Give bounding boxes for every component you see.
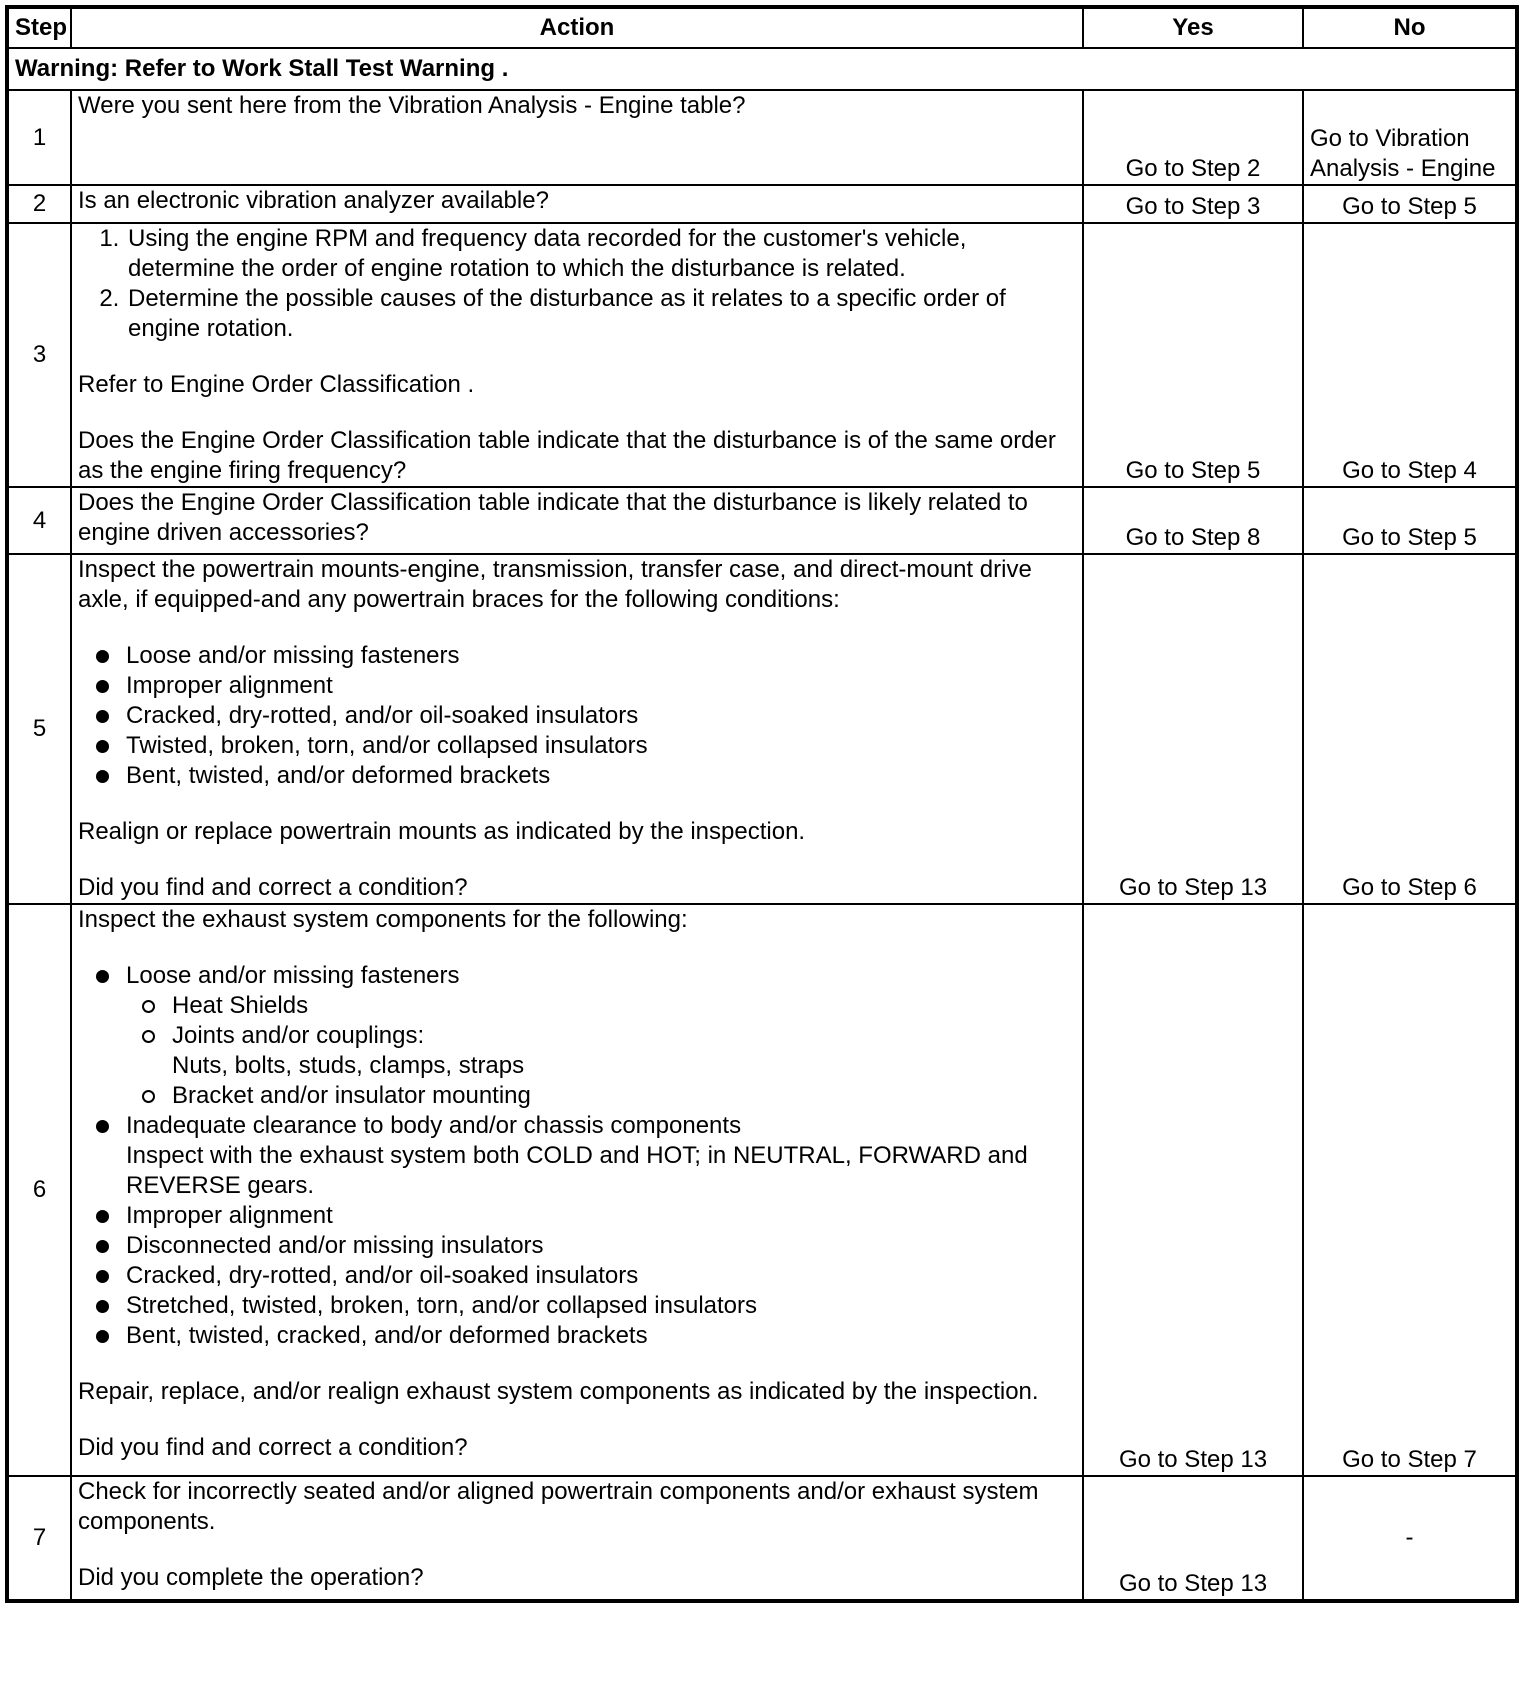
bullet-icon — [96, 740, 109, 753]
numbered-list — [78, 224, 1076, 344]
list-item — [78, 1261, 1076, 1291]
step-action — [71, 904, 1083, 1476]
list-item-text: Twisted, broken, torn, and/or collapsed insulators — [126, 732, 648, 759]
step-number: 7 — [7, 1476, 71, 1601]
list-item-text: Inadequate clearance to body and/or chassis components — [126, 1112, 742, 1139]
header-yes: Yes — [1083, 7, 1303, 48]
list-item — [78, 731, 1076, 761]
sub-list — [126, 991, 1076, 1111]
step-number: 5 — [7, 554, 71, 904]
no-result: - — [1303, 1476, 1517, 1601]
bullet-icon — [96, 1270, 109, 1283]
step-question: Did you find and correct a condition? — [78, 874, 468, 901]
list-item-text: Cracked, dry-rotted, and/or oil-soaked insulators — [126, 702, 639, 729]
sub-item-text: Joints and/or couplings: — [172, 1022, 425, 1049]
list-item-detail: Inspect with the exhaust system both COLD and HOT; in NEUTRAL, FORWARD and REVERSE gears. — [126, 1142, 1028, 1199]
step-action — [71, 554, 1083, 904]
no-result: Go to Step 6 — [1303, 554, 1517, 904]
list-item-text: Loose and/or missing fasteners — [126, 962, 460, 989]
yes-result: Go to Step 3 — [1083, 185, 1303, 223]
step-number: 4 — [7, 487, 71, 554]
table-row — [7, 223, 1517, 487]
step-question: Does the Engine Order Classification table indicate that the disturbance is likely related to engine driven accessories? — [78, 489, 1028, 546]
list-item — [78, 1291, 1076, 1321]
step-action — [71, 90, 1083, 185]
ring-bullet-icon — [142, 1030, 155, 1043]
no-result: Go to Vibration Analysis - Engine — [1303, 90, 1517, 185]
no-result: Go to Step 5 — [1303, 185, 1517, 223]
sub-list-item — [126, 1021, 1076, 1081]
step-action — [71, 185, 1083, 223]
yes-result: Go to Step 8 — [1083, 487, 1303, 554]
table-row — [7, 554, 1517, 904]
list-item-text: Stretched, twisted, broken, torn, and/or collapsed insulators — [126, 1292, 758, 1319]
list-item — [78, 961, 1076, 1111]
bullet-icon — [96, 1120, 109, 1133]
header-step: Step — [7, 7, 71, 48]
bullet-icon — [96, 650, 109, 663]
step-question: Does the Engine Order Classification table indicate that the disturbance is of the same order as the engine firing frequency? — [78, 427, 1056, 484]
yes-result: Go to Step 13 — [1083, 1476, 1303, 1601]
sub-item-text: Bracket and/or insulator mounting — [172, 1082, 531, 1109]
list-item — [78, 671, 1076, 701]
step-question: Were you sent here from the Vibration Analysis - Engine table? — [78, 92, 746, 119]
yes-result: Go to Step 13 — [1083, 904, 1303, 1476]
table-row — [7, 904, 1517, 1476]
bullet-icon — [96, 1240, 109, 1253]
step-instruction: Check for incorrectly seated and/or aligned powertrain components and/or exhaust system components. — [78, 1478, 1039, 1535]
table-row — [7, 1476, 1517, 1601]
warning-text: Warning: Refer to Work Stall Test Warning . — [7, 48, 1517, 90]
list-item — [78, 761, 1076, 791]
list-item — [78, 1201, 1076, 1231]
list-item-text: Cracked, dry-rotted, and/or oil-soaked insulators — [126, 1262, 639, 1289]
list-item — [78, 641, 1076, 671]
list-item — [78, 1111, 1076, 1201]
bullet-icon — [96, 770, 109, 783]
step-number: 6 — [7, 904, 71, 1476]
list-item-text: Disconnected and/or missing insulators — [126, 1232, 544, 1259]
bullet-icon — [96, 680, 109, 693]
sub-list-item — [126, 1081, 1076, 1111]
list-item-text: Bent, twisted, cracked, and/or deformed brackets — [126, 1322, 648, 1349]
step-instruction: Repair, replace, and/or realign exhaust system components as indicated by the inspection. — [78, 1378, 1039, 1405]
step-instruction: Realign or replace powertrain mounts as indicated by the inspection. — [78, 818, 806, 845]
step-number: 2 — [7, 185, 71, 223]
list-item — [78, 701, 1076, 731]
step-intro: Inspect the exhaust system components for the following: — [78, 906, 688, 933]
bullet-icon — [96, 1330, 109, 1343]
step-question: Did you complete the operation? — [78, 1564, 424, 1591]
bullet-icon — [96, 1210, 109, 1223]
step-intro: Inspect the powertrain mounts-engine, transmission, transfer case, and direct-mount drive axle, if equipped-and any powertrain braces for the following conditions: — [78, 556, 1032, 613]
table-header-row — [7, 7, 1517, 48]
header-no: No — [1303, 7, 1517, 48]
bullet-icon — [96, 970, 109, 983]
step-action — [71, 487, 1083, 554]
bullet-list — [78, 641, 1076, 791]
sub-item-text: Heat Shields — [172, 992, 309, 1019]
bullet-icon — [96, 710, 109, 723]
refer-text: Refer to Engine Order Classification . — [78, 371, 475, 398]
step-number: 1 — [7, 90, 71, 185]
table-row — [7, 90, 1517, 185]
no-result: Go to Step 4 — [1303, 223, 1517, 487]
step-number: 3 — [7, 223, 71, 487]
table-row — [7, 185, 1517, 223]
step-question: Is an electronic vibration analyzer available? — [78, 187, 549, 214]
yes-result: Go to Step 5 — [1083, 223, 1303, 487]
bullet-list — [78, 961, 1076, 1351]
list-item: 2. Determine the possible causes of the disturbance as it relates to a specific order of engine rotation. — [126, 284, 1076, 344]
ring-bullet-icon — [142, 1000, 155, 1013]
step-question: Did you find and correct a condition? — [78, 1434, 468, 1461]
list-item-text: Bent, twisted, and/or deformed brackets — [126, 762, 551, 789]
warning-row — [7, 48, 1517, 90]
list-item: 1. Using the engine RPM and frequency data recorded for the customer's vehicle, determine the order of engine rotation to which the disturbance is related. — [126, 224, 1076, 284]
list-item — [78, 1231, 1076, 1261]
no-result: Go to Step 5 — [1303, 487, 1517, 554]
yes-result: Go to Step 13 — [1083, 554, 1303, 904]
ring-bullet-icon — [142, 1090, 155, 1103]
sub-list-item — [126, 991, 1076, 1021]
bullet-icon — [96, 1300, 109, 1313]
table-row — [7, 487, 1517, 554]
header-action: Action — [71, 7, 1083, 48]
list-item-text: Improper alignment — [126, 672, 333, 699]
list-item-text: Loose and/or missing fasteners — [126, 642, 460, 669]
step-action — [71, 1476, 1083, 1601]
no-result: Go to Step 7 — [1303, 904, 1517, 1476]
list-item-text: Improper alignment — [126, 1202, 333, 1229]
sub-item-detail: Nuts, bolts, studs, clamps, straps — [172, 1052, 525, 1079]
diagnostic-steps-table — [5, 5, 1519, 1603]
yes-result: Go to Step 2 — [1083, 90, 1303, 185]
step-action — [71, 223, 1083, 487]
list-item — [78, 1321, 1076, 1351]
